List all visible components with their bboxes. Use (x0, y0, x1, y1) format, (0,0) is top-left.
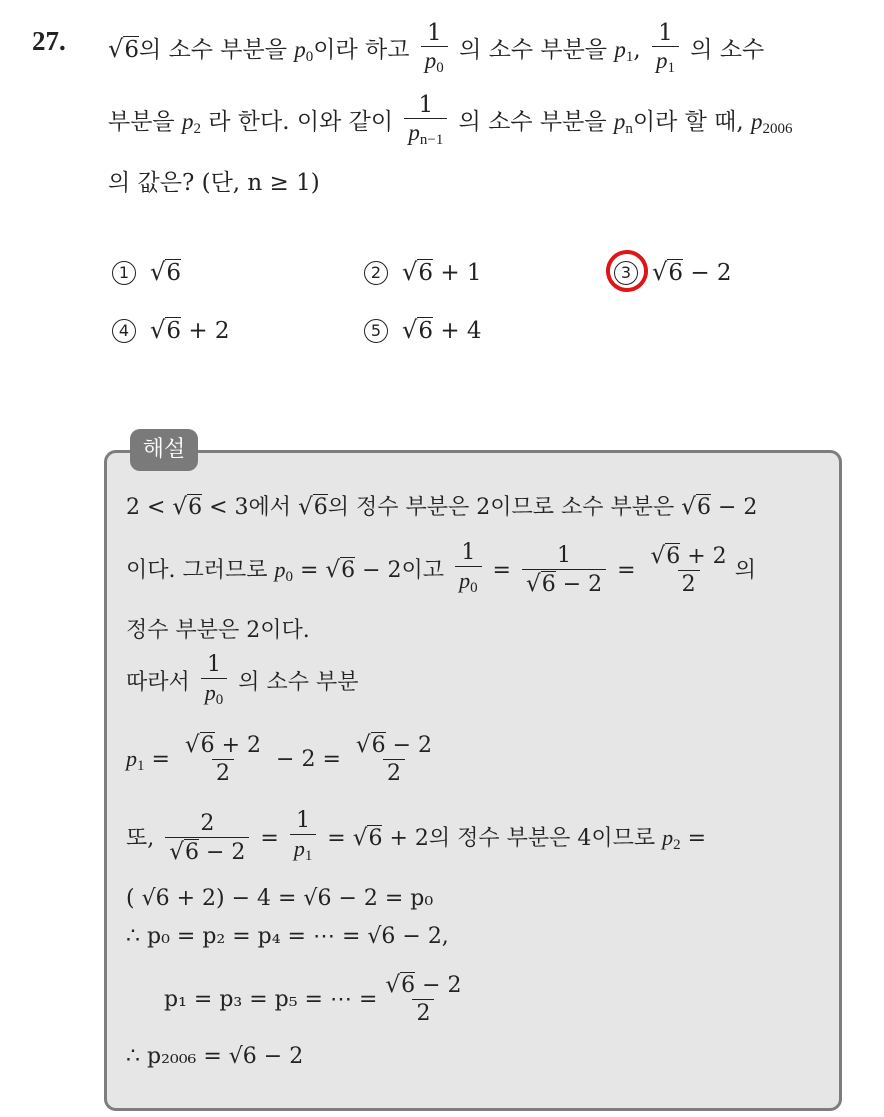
solution-line-7: ( √6 + 2) − 4 = √6 − 2 = p₀ (126, 886, 434, 911)
choice-1[interactable]: 1 √6 (112, 258, 181, 286)
solution-line-3: 정수 부분은 2이다. (126, 618, 310, 643)
choice-4[interactable]: 4 √6 + 2 (112, 316, 230, 344)
frac-1-over-p1: $\frac{1}{p_1}$ (652, 20, 679, 82)
question-number: 27. (32, 26, 66, 56)
frac-1-over-pn-1: $\frac{1}{p_{n-1}}$ (404, 92, 447, 154)
solution-line-4: 따라서 $\frac{1}{p_0}$ 의 소수 부분 (126, 652, 359, 714)
answer-mark-circle (603, 247, 652, 296)
choice-2[interactable]: 2 √6 + 1 (364, 258, 482, 286)
question-line-3: 의 값은? (단, n ≥ 1) (108, 170, 320, 196)
solution-line-5: $p_1$ = $\frac{√6 + 2}{2}$ − 2 = $\frac{√6 - 2}{2}$ (126, 732, 433, 786)
choice-5[interactable]: 5 √6 + 4 (364, 316, 482, 344)
choice-3[interactable]: 3 √6 − 2 (614, 258, 732, 286)
solution-line-10: ∴ p₂₀₀₆ = √6 − 2 (126, 1044, 304, 1069)
solution-line-6: 또, $\frac{2}{√6 - 2}$ = $\frac{1}{p_1}$ = √6 + 2의 정수 부분은 4이므로 $p_2$ = (126, 808, 706, 870)
solution-tag: 해설 (130, 429, 198, 471)
p0: $p_0$ (294, 37, 314, 65)
solution-line-2: 이다. 그러므로 $p_0 = √6 - 2$이고 $\frac{1}{p_0}$ = $\frac{1}{√6 - 2}$ = $\frac{√6 + 2}{2}$ 의 (126, 540, 756, 602)
question-line-2: 부분을 $p_2$ 라 한다. 이와 같이 $\frac{1}{p_{n-1}}$ 의 소수 부분을 $p_n$이라 할 때, $p_{2006}$ (108, 92, 793, 154)
question-line-1: √6의 소수 부분을 $p_0$이라 하고 $\frac{1}{p_0}$ 의 소수 부분을 $p_1$, $\frac{1}{p_1}$ 의 소수 (108, 20, 764, 82)
solution-line-8: ∴ p₀ = p₂ = p₄ = ⋯ = √6 − 2, (126, 924, 449, 949)
frac-1-over-p0: $\frac{1}{p_0}$ (421, 20, 448, 82)
solution-line-9: p₁ = p₃ = p₅ = ⋯ = $\frac{√6 - 2}{2}$ (164, 972, 462, 1026)
sqrt-6: √6 (108, 35, 140, 63)
solution-line-1: 2 < √6 < 3에서 √6의 정수 부분은 2이므로 소수 부분은 √6 − 2 (126, 494, 758, 520)
